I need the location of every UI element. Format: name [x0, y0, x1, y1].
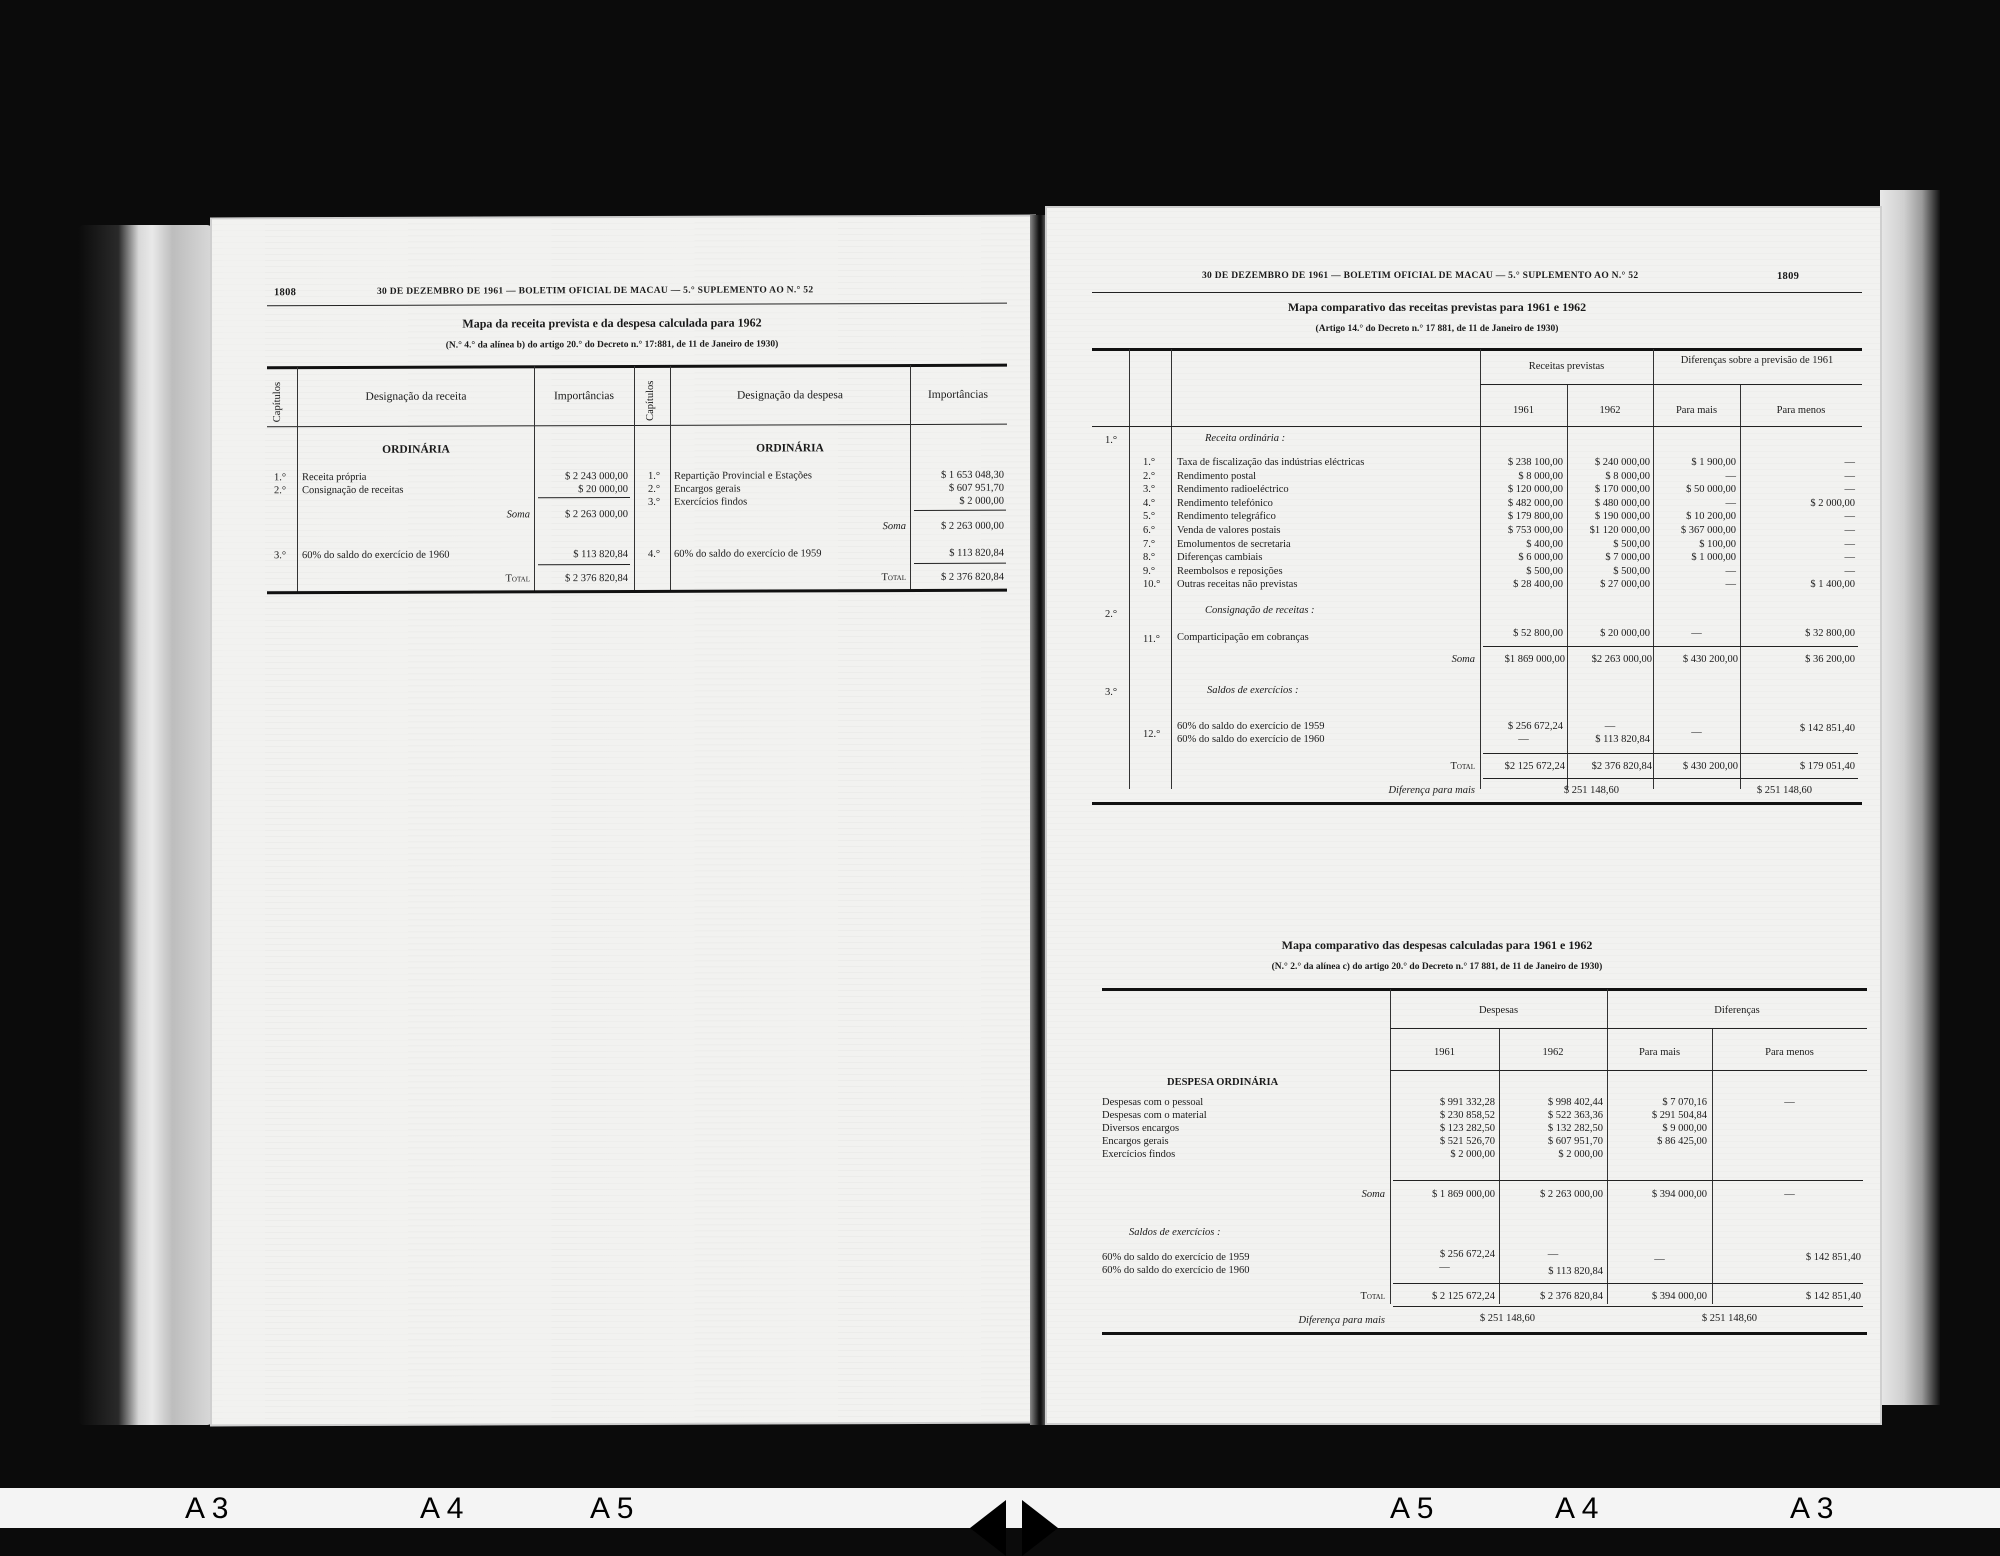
- cap-cell: 1.°: [274, 472, 287, 484]
- total-mais: $ 430 200,00: [1682, 761, 1738, 772]
- vrule: [1390, 989, 1391, 1304]
- total-label: Total: [505, 573, 530, 585]
- sum-rule: [1393, 1180, 1863, 1181]
- row-label: 60% do saldo do exercício de 1960: [1102, 1265, 1250, 1276]
- col-capitulos: Capítulos: [645, 380, 656, 421]
- right-page-number: 1809: [1777, 271, 1800, 282]
- film-mark: A 4: [420, 1492, 464, 1525]
- despesa-label: Encargos gerais: [674, 483, 741, 495]
- receitas-subtitle: (Artigo 14.° do Decreto n.° 17 881, de 11 de Janeiro de 1930): [1315, 324, 1559, 334]
- row-label: Exercícios findos: [1102, 1149, 1176, 1160]
- cell-menos: —: [1844, 484, 1855, 495]
- row-label: Taxa de fiscalização das indústrias eléctricas: [1177, 457, 1365, 468]
- cell-1962: $ 7 000,00: [1605, 552, 1650, 563]
- saldo-receita-value: $ 113 820,84: [573, 548, 628, 561]
- cap-cell: 2.°: [274, 485, 287, 497]
- cell-1961: —: [1439, 1262, 1450, 1273]
- row-label: 60% do saldo do exercício de 1959: [1102, 1252, 1250, 1263]
- despesas-title: Mapa comparativo das despesas calculadas para 1961 e 1962: [1281, 938, 1593, 952]
- cell-1961: $ 123 282,50: [1439, 1123, 1495, 1134]
- cell-1962: $ 240 000,00: [1594, 457, 1650, 468]
- h-receitas-previstas: Receitas previstas: [1528, 361, 1605, 372]
- cell-menos: $ 2 000,00: [1810, 498, 1855, 509]
- row-label: Outras receitas não previstas: [1177, 579, 1298, 590]
- total-1961: $2 125 672,24: [1504, 761, 1565, 772]
- h-para-menos: Para menos: [1765, 1047, 1814, 1058]
- despesa-value: $ 607 951,70: [948, 482, 1004, 494]
- sum-rule: [538, 497, 630, 498]
- art-cell: 4.°: [1143, 498, 1156, 509]
- cell-1961: $ 52 800,00: [1513, 628, 1563, 639]
- cell-mais: —: [1654, 1254, 1665, 1265]
- saldo-despesa-value: $ 113 820,84: [949, 547, 1004, 559]
- soma-menos: $ 36 200,00: [1805, 654, 1855, 665]
- art-cell: 6.°: [1143, 525, 1156, 536]
- cell-1961: $ 256 672,24: [1439, 1249, 1495, 1260]
- receita-value: $ 2 243 000,00: [565, 470, 628, 483]
- cap-cell: 4.°: [648, 548, 661, 560]
- cap-cell: 2.°: [648, 483, 661, 495]
- h-para-menos: Para menos: [1776, 405, 1826, 416]
- cell-menos: —: [1844, 511, 1855, 522]
- sum-rule: [1483, 646, 1858, 647]
- cell-mais: —: [1725, 579, 1736, 590]
- total-despesa: $ 2 376 820,84: [941, 571, 1004, 583]
- cell-1962: $ 170 000,00: [1594, 484, 1650, 495]
- cell-1961: $ 521 526,70: [1439, 1136, 1495, 1147]
- diferenca-label: Diferença para mais: [1298, 1315, 1385, 1326]
- row-label: Despesas com o material: [1102, 1110, 1207, 1121]
- cell-1962: —: [1547, 1249, 1559, 1260]
- receitas-title: Mapa comparativo das receitas previstas para 1961 e 1962: [1287, 300, 1587, 314]
- total-menos: $ 179 051,40: [1799, 761, 1855, 772]
- table-top-rule: [1092, 348, 1862, 351]
- vrule: [1171, 349, 1172, 789]
- cell-menos: —: [1844, 471, 1855, 482]
- cell-1961: $ 238 100,00: [1507, 457, 1563, 468]
- art-cell: 7.°: [1143, 539, 1156, 550]
- sum-rule: [914, 563, 1006, 564]
- left-table-subtitle: (N.° 4.° da alínea b) do artigo 20.° do Decreto n.° 17:881, de 11 de Janeiro de 1930): [445, 339, 779, 351]
- despesas-subtitle: (N.° 2.° da alínea c) do artigo 20.° do Decreto n.° 17 881, de 11 de Janeiro de 1930): [1271, 962, 1603, 972]
- h-1961: 1961: [1434, 1047, 1455, 1058]
- cell-1962: —: [1604, 721, 1616, 732]
- art-cell: 8.°: [1143, 552, 1156, 563]
- soma-1961: $1 869 000,00: [1504, 654, 1565, 665]
- cell-1962: $ 2 000,00: [1558, 1149, 1603, 1160]
- total-label: Total: [1450, 761, 1475, 772]
- film-mark: A 5: [590, 1492, 634, 1525]
- cell-mais: $ 9 000,00: [1662, 1123, 1707, 1134]
- cell-1962: $ 113 820,84: [1595, 734, 1650, 745]
- cell-1962: $ 500,00: [1613, 539, 1650, 550]
- diferenca-1961: $ 251 148,60: [1563, 785, 1619, 796]
- row-label: Encargos gerais: [1102, 1136, 1169, 1147]
- sum-rule: [1483, 778, 1858, 779]
- col-importancias: Importâncias: [553, 390, 615, 403]
- table-top-rule: [1102, 988, 1867, 991]
- left-page: [212, 217, 1034, 1425]
- soma-mais: $ 430 200,00: [1682, 654, 1738, 665]
- row-label: Comparticipação em cobranças: [1177, 632, 1309, 643]
- cell-1962: $ 8 000,00: [1605, 471, 1650, 482]
- art-cell: 11.°: [1143, 634, 1160, 645]
- total-mais: $ 394 000,00: [1651, 1291, 1707, 1302]
- section-ordinaria: ORDINÁRIA: [382, 443, 450, 456]
- row-label: Rendimento postal: [1177, 471, 1257, 482]
- cell-1961: $ 6 000,00: [1518, 552, 1563, 563]
- soma-label: Soma: [506, 509, 530, 521]
- cell-mais: —: [1725, 498, 1736, 509]
- row-label: Diversos encargos: [1102, 1123, 1180, 1134]
- row-label: Rendimento radioeléctrico: [1177, 484, 1289, 495]
- row-label: Reembolsos e reposições: [1177, 566, 1283, 577]
- row-label: Despesas com o pessoal: [1102, 1097, 1204, 1108]
- cell-menos: —: [1844, 552, 1855, 563]
- art-cell: 5.°: [1143, 511, 1156, 522]
- cap2-label: Consignação de receitas :: [1205, 605, 1315, 616]
- cell-mais: $ 1 000,00: [1691, 552, 1736, 563]
- header-rule: [1092, 292, 1862, 293]
- cap-cell: 3.°: [1105, 687, 1118, 698]
- col-designacao-despesa: Designação da despesa: [736, 389, 843, 402]
- book-edge-right: [1880, 190, 1940, 1405]
- diferenca-mais: $ 251 148,60: [1701, 1313, 1757, 1324]
- table-bottom-rule: [1092, 802, 1862, 805]
- cell-mais: $ 291 504,84: [1651, 1110, 1707, 1121]
- soma-despesa: $ 2 263 000,00: [941, 520, 1004, 532]
- table-top-rule: [267, 364, 1007, 370]
- despesa-value: $ 1 653 048,30: [941, 469, 1004, 481]
- h-1962: 1962: [1599, 405, 1621, 416]
- h-despesas: Despesas: [1478, 1005, 1519, 1016]
- diferenca-mais: $ 251 148,60: [1756, 785, 1812, 796]
- total-label: Total: [881, 572, 906, 584]
- left-page-number: 1808: [274, 287, 297, 299]
- cell-1961: $ 179 800,00: [1507, 511, 1563, 522]
- despesa-label: Exercícios findos: [674, 496, 748, 508]
- row-label: Emolumentos de secretaria: [1177, 539, 1291, 550]
- soma-1962: $ 2 263 000,00: [1540, 1189, 1603, 1200]
- right-running-header: 30 DE DEZEMBRO DE 1961 — BOLETIM OFICIAL DE MACAU — 5.° SUPLEMENTO AO N.° 52: [1202, 271, 1639, 281]
- soma-1961: $ 1 869 000,00: [1432, 1189, 1495, 1200]
- cell-mais: $ 86 425,00: [1657, 1136, 1707, 1147]
- cell-1961: $ 500,00: [1526, 566, 1563, 577]
- total-label: Total: [1360, 1291, 1385, 1302]
- h-1962: 1962: [1542, 1047, 1564, 1058]
- soma-menos: —: [1784, 1189, 1795, 1200]
- cell-menos: $ 32 800,00: [1805, 628, 1855, 639]
- cell-1962: $ 500,00: [1613, 566, 1650, 577]
- total-1962: $ 2 376 820,84: [1540, 1291, 1603, 1302]
- row-label: Rendimento telefónico: [1177, 498, 1273, 509]
- soma-1962: $2 263 000,00: [1591, 654, 1652, 665]
- cap-cell: 1.°: [1105, 435, 1118, 446]
- cell-1961: $ 991 332,28: [1439, 1097, 1495, 1108]
- art-cell: 10.°: [1143, 579, 1161, 590]
- header-subrule: [1480, 384, 1862, 385]
- film-mark: A 3: [185, 1492, 229, 1525]
- cap-cell: 2.°: [1105, 609, 1118, 620]
- cell-mais: —: [1725, 471, 1736, 482]
- cell-1962: $ 20 000,00: [1600, 628, 1650, 639]
- cell-menos: $ 1 400,00: [1810, 579, 1855, 590]
- receita-value: $ 20 000,00: [578, 483, 628, 496]
- table-header-rule: [1390, 1070, 1867, 1071]
- table-bottom-rule: [1102, 1332, 1867, 1335]
- soma-label: Soma: [1361, 1189, 1385, 1200]
- sum-rule: [914, 510, 1006, 511]
- cap3-label: Saldos de exercícios :: [1207, 685, 1299, 696]
- h-diferencas: Diferenças sobre a previsão de 1961: [1680, 355, 1834, 366]
- vrule: [1740, 384, 1741, 789]
- cell-1961: —: [1518, 734, 1529, 745]
- table-header-rule: [267, 424, 1007, 428]
- cell-menos: $ 142 851,40: [1799, 723, 1855, 734]
- diferenca-label: Diferença para mais: [1388, 785, 1475, 796]
- h-para-mais: Para mais: [1638, 1047, 1681, 1058]
- film-mark: A 4: [1555, 1492, 1599, 1525]
- cap-cell: 1.°: [648, 470, 661, 482]
- cell-mais: $ 1 900,00: [1691, 457, 1736, 468]
- cap-cell: 3.°: [648, 496, 661, 508]
- receita-label: Consignação de receitas: [302, 484, 404, 497]
- cell-1961: $ 482 000,00: [1507, 498, 1563, 509]
- cell-1961: $ 256 672,24: [1507, 721, 1563, 732]
- header-rule: [267, 303, 1007, 307]
- table-bottom-rule: [267, 589, 1007, 595]
- sum-rule: [1483, 753, 1858, 754]
- cell-mais: —: [1691, 628, 1702, 639]
- film-arrow-right-icon: [1022, 1500, 1058, 1556]
- cell-1962: $ 480 000,00: [1594, 498, 1650, 509]
- art-cell: 2.°: [1143, 471, 1156, 482]
- row-label: Venda de valores postais: [1177, 525, 1281, 536]
- cell-menos: —: [1844, 566, 1855, 577]
- h-diferencas: Diferenças: [1714, 1005, 1760, 1016]
- total-1961: $ 2 125 672,24: [1432, 1291, 1495, 1302]
- soma-label: Soma: [1451, 654, 1475, 665]
- art-cell: 9.°: [1143, 566, 1156, 577]
- section-ordinaria: ORDINÁRIA: [756, 442, 824, 455]
- cell-menos: $ 142 851,40: [1805, 1252, 1861, 1263]
- row-label: 60% do saldo do exercício de 1959: [1177, 721, 1325, 732]
- row-label: 60% do saldo do exercício de 1960: [1177, 734, 1325, 745]
- cell-mais: $ 367 000,00: [1680, 525, 1736, 536]
- left-running-header: 30 DE DEZEMBRO DE 1961 — BOLETIM OFICIAL DE MACAU — 5.° SUPLEMENTO AO N.° 52: [377, 285, 814, 297]
- col-importancias: Importâncias: [927, 388, 989, 401]
- col-designacao-receita: Designação da receita: [365, 390, 467, 403]
- soma-mais: $ 394 000,00: [1651, 1189, 1707, 1200]
- cell-menos: —: [1844, 539, 1855, 550]
- diferenca-1961: $ 251 148,60: [1479, 1313, 1535, 1324]
- cell-1962: $ 27 000,00: [1600, 579, 1650, 590]
- cell-1961: $ 2 000,00: [1450, 1149, 1495, 1160]
- despesa-ordinaria-section: DESPESA ORDINÁRIA: [1167, 1077, 1279, 1088]
- film-mark: A 3: [1790, 1492, 1834, 1525]
- cell-1961: $ 230 858,52: [1439, 1110, 1495, 1121]
- row-label: Diferenças cambiais: [1177, 552, 1263, 563]
- cell-mais: $ 7 070,16: [1662, 1097, 1707, 1108]
- cell-1962: $ 522 363,36: [1547, 1110, 1603, 1121]
- saldos-label: Saldos de exercícios :: [1129, 1227, 1221, 1238]
- cell-1961: $ 8 000,00: [1518, 471, 1563, 482]
- soma-receita: $ 2 263 000,00: [565, 508, 628, 521]
- cap1-label: Receita ordinária :: [1205, 433, 1286, 444]
- vrule: [634, 366, 635, 591]
- cell-1962: $ 113 820,84: [1548, 1266, 1603, 1277]
- cell-1961: $ 753 000,00: [1507, 525, 1563, 536]
- film-mark: A 5: [1390, 1492, 1434, 1525]
- book-edge-left: [78, 225, 213, 1425]
- cell-1962: $1 120 000,00: [1589, 525, 1650, 536]
- cell-mais: $ 50 000,00: [1686, 484, 1736, 495]
- row-label: Rendimento telegráfico: [1177, 511, 1276, 522]
- cell-mais: $ 10 200,00: [1686, 511, 1736, 522]
- cell-menos: —: [1844, 457, 1855, 468]
- cell-menos: —: [1844, 525, 1855, 536]
- sum-rule: [1393, 1283, 1863, 1284]
- h-para-mais: Para mais: [1675, 405, 1718, 416]
- despesa-label: Repartição Provincial e Estações: [674, 470, 812, 482]
- table-header-rule: [1092, 426, 1862, 427]
- cell-mais: —: [1725, 566, 1736, 577]
- col-capitulos: Capítulos: [272, 381, 283, 423]
- left-table-title: Mapa da receita prevista e da despesa calculada para 1962: [462, 315, 762, 331]
- sum-rule: [538, 564, 630, 565]
- cell-mais: —: [1691, 727, 1702, 738]
- right-page: [1047, 208, 1880, 1423]
- h-1961: 1961: [1513, 405, 1534, 416]
- soma-label: Soma: [882, 521, 906, 533]
- cap-cell: 3.°: [274, 550, 287, 562]
- film-arrow-left-icon: [970, 1500, 1006, 1556]
- art-cell: 3.°: [1143, 484, 1156, 495]
- cell-1962: $ 998 402,44: [1547, 1097, 1603, 1108]
- cell-1962: $ 190 000,00: [1594, 511, 1650, 522]
- cell-1962: $ 132 282,50: [1547, 1123, 1603, 1134]
- saldo-receita-label: 60% do saldo do exercício de 1960: [302, 549, 450, 562]
- header-subrule: [1390, 1028, 1867, 1029]
- saldo-despesa-label: 60% do saldo do exercício de 1959: [674, 548, 822, 560]
- sum-rule: [1393, 1306, 1863, 1307]
- cell-1961: $ 120 000,00: [1507, 484, 1563, 495]
- cell-mais: $ 100,00: [1699, 539, 1736, 550]
- total-menos: $ 142 851,40: [1805, 1291, 1861, 1302]
- cell-menos: —: [1784, 1097, 1795, 1108]
- vrule: [1129, 349, 1130, 789]
- cell-1962: $ 607 951,70: [1547, 1136, 1603, 1147]
- cell-1961: $ 28 400,00: [1513, 579, 1563, 590]
- art-cell: 1.°: [1143, 457, 1156, 468]
- total-1962: $2 376 820,84: [1591, 761, 1652, 772]
- despesa-value: $ 2 000,00: [959, 495, 1004, 507]
- cell-1961: $ 400,00: [1526, 539, 1563, 550]
- receita-label: Receita própria: [302, 471, 367, 484]
- art-cell: 12.°: [1143, 729, 1161, 740]
- total-receita: $ 2 376 820,84: [565, 572, 628, 585]
